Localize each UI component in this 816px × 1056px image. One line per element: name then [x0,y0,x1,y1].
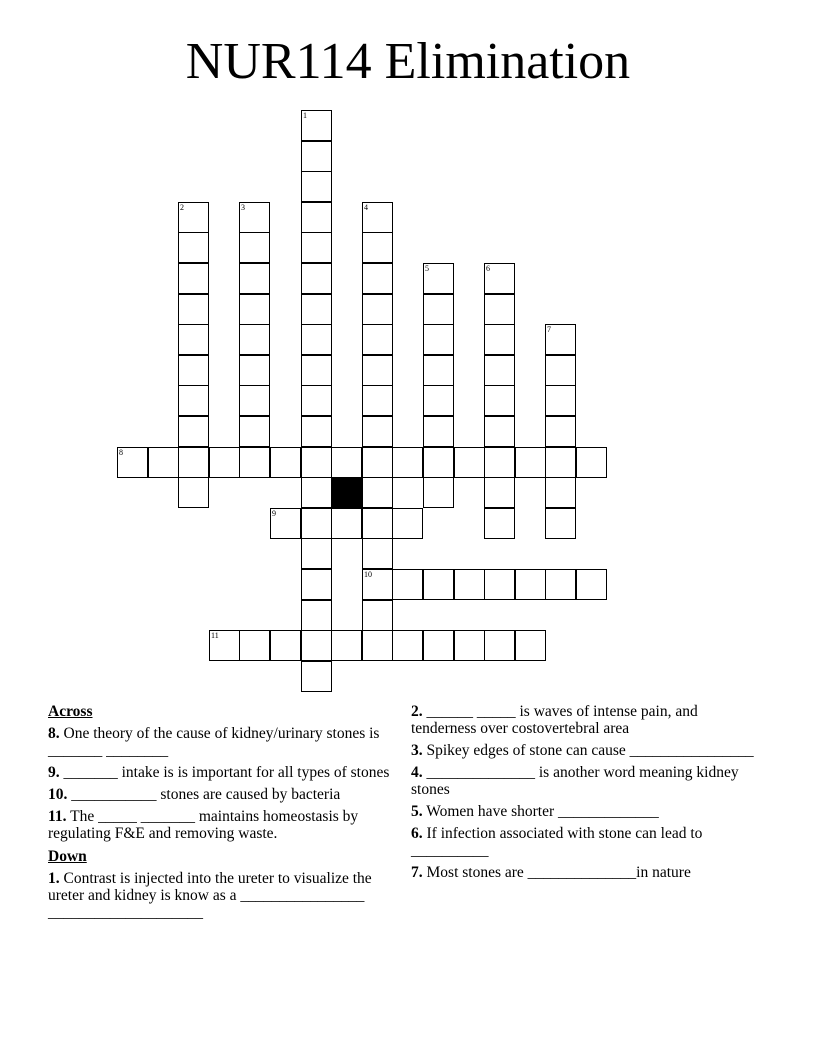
grid-cell[interactable] [545,324,576,355]
grid-cell[interactable] [515,569,546,600]
grid-cell[interactable] [239,202,270,233]
grid-cell[interactable] [484,355,515,386]
grid-cell[interactable] [301,263,332,294]
clue-item-number: 1. [48,870,60,887]
grid-cell[interactable] [392,569,423,600]
grid-cell[interactable] [178,385,209,416]
grid-cell[interactable] [239,447,270,478]
grid-cell[interactable] [178,355,209,386]
grid-cell[interactable] [362,385,393,416]
clue-item-text: Spikey edges of stone can cause ________________ [426,742,754,759]
grid-cell[interactable] [178,294,209,325]
grid-cell[interactable] [178,202,209,233]
clue-item-text: The _____ _______ maintains homeostasis by regulating F&E and removing waste. [48,808,359,842]
grid-cell[interactable] [545,385,576,416]
grid-cell[interactable] [545,477,576,508]
grid-cell[interactable] [362,600,393,631]
grid-cell[interactable] [270,630,301,661]
clue-number: 2 [180,203,184,212]
clue-number: 7 [547,325,551,334]
grid-cell[interactable] [576,569,607,600]
grid-cell[interactable] [423,355,454,386]
grid-cell[interactable] [301,447,332,478]
grid-cell[interactable] [484,447,515,478]
clue-item-text: ______ _____ is waves of intense pain, and tenderness over costovertebral area [411,703,698,737]
grid-cell[interactable] [423,263,454,294]
grid-cell[interactable] [423,477,454,508]
grid-cell[interactable] [178,416,209,447]
grid-cell[interactable] [362,447,393,478]
clue-item [48,870,393,921]
grid-cell[interactable] [515,630,546,661]
grid-cell[interactable] [270,447,301,478]
grid-cell[interactable] [301,600,332,631]
clues-right-column [411,703,756,886]
grid-cell[interactable] [301,630,332,661]
grid-cell[interactable] [545,355,576,386]
clue-item-number: 3. [411,742,423,759]
grid-cell[interactable] [423,294,454,325]
grid-cell[interactable] [484,385,515,416]
grid-cell[interactable] [331,447,362,478]
grid-cell[interactable] [301,477,332,508]
clue-item-number: 4. [411,764,423,781]
grid-cell[interactable] [301,324,332,355]
grid-cell[interactable] [362,508,393,539]
grid-cell[interactable] [301,141,332,172]
grid-cell[interactable] [392,508,423,539]
grid-cell[interactable] [239,416,270,447]
grid-cell[interactable] [362,355,393,386]
clue-item-text: _______ intake is is important for all types of stones [63,764,390,781]
grid-cell[interactable] [301,171,332,202]
grid-cell[interactable] [423,416,454,447]
grid-cell[interactable] [423,569,454,600]
grid-cell[interactable] [362,477,393,508]
grid-cell[interactable] [392,447,423,478]
grid-cell[interactable] [484,324,515,355]
clue-heading-across: Across [48,703,93,720]
grid-cell[interactable] [301,508,332,539]
clue-item-number: 9. [48,764,60,781]
clue-item-text: Most stones are ______________in nature [426,864,691,881]
grid-cell[interactable] [301,569,332,600]
grid-block [331,477,362,508]
clue-item-number: 10. [48,786,68,803]
clue-item [411,825,756,859]
clue-item [411,703,756,737]
grid-cell[interactable] [270,508,301,539]
grid-cell[interactable] [545,416,576,447]
grid-cell[interactable] [423,385,454,416]
clue-item [411,803,756,820]
grid-cell[interactable] [454,569,485,600]
grid-cell[interactable] [239,385,270,416]
grid-cell[interactable] [454,630,485,661]
grid-cell[interactable] [362,416,393,447]
clue-item [48,786,393,803]
clue-number: 1 [303,111,307,120]
clue-item-text: Women have shorter _____________ [426,803,659,820]
grid-cell[interactable] [484,630,515,661]
grid-cell[interactable] [178,324,209,355]
clue-number: 10 [364,570,372,579]
grid-cell[interactable] [301,232,332,263]
grid-cell[interactable] [484,508,515,539]
grid-cell[interactable] [239,630,270,661]
clue-number: 11 [211,631,219,640]
clue-item [411,742,756,759]
clue-item-number: 6. [411,825,423,842]
grid-cell[interactable] [484,416,515,447]
grid-cell[interactable] [117,447,148,478]
grid-cell[interactable] [362,294,393,325]
grid-cell[interactable] [454,447,485,478]
grid-cell[interactable] [331,508,362,539]
clue-item-text: ___________ stones are caused by bacteria [71,786,341,803]
clue-number: 5 [425,264,429,273]
grid-cell[interactable] [209,630,240,661]
clue-item-number: 8. [48,725,60,742]
clue-item-text: ______________ is another word meaning kidney stones [411,764,739,798]
clue-item [48,764,393,781]
grid-cell[interactable] [301,385,332,416]
grid-cell[interactable] [362,324,393,355]
clue-item [48,808,393,842]
clue-item [411,764,756,798]
grid-cell[interactable] [484,263,515,294]
grid-cell[interactable] [484,477,515,508]
grid-cell[interactable] [178,263,209,294]
clue-item-number: 11. [48,808,67,825]
clue-item-text: Contrast is injected into the ureter to visualize the ureter and kidney is know as a ________________ ____________________ [48,870,372,921]
grid-cell[interactable] [331,630,362,661]
grid-cell[interactable] [239,324,270,355]
grid-cell[interactable] [301,355,332,386]
grid-cell[interactable] [515,447,546,478]
clue-item-number: 2. [411,703,423,720]
clue-item-text: If infection associated with stone can lead to __________ [411,825,703,859]
grid-cell[interactable] [423,447,454,478]
grid-cell[interactable] [576,447,607,478]
clue-number: 4 [364,203,368,212]
grid-cell[interactable] [362,263,393,294]
clue-number: 6 [486,264,490,273]
grid-cell[interactable] [392,630,423,661]
grid-cell[interactable] [301,416,332,447]
grid-cell[interactable] [545,508,576,539]
grid-cell[interactable] [239,263,270,294]
grid-cell[interactable] [362,569,393,600]
grid-cell[interactable] [178,477,209,508]
grid-cell[interactable] [178,232,209,263]
grid-cell[interactable] [301,110,332,141]
clue-number: 3 [241,203,245,212]
clue-item-number: 5. [411,803,423,820]
grid-cell[interactable] [362,232,393,263]
grid-cell[interactable] [423,324,454,355]
clue-number: 8 [119,448,123,457]
grid-cell[interactable] [362,202,393,233]
clue-heading-down: Down [48,848,87,865]
grid-cell[interactable] [545,447,576,478]
grid-cell[interactable] [301,661,332,692]
grid-cell[interactable] [301,202,332,233]
grid-cell[interactable] [148,447,179,478]
clue-item-number: 7. [411,864,423,881]
grid-cell[interactable] [301,538,332,569]
grid-cell[interactable] [239,232,270,263]
grid-cell[interactable] [239,355,270,386]
grid-cell[interactable] [362,538,393,569]
grid-cell[interactable] [423,630,454,661]
clue-item [411,864,756,881]
clue-item-text: One theory of the cause of kidney/urinary stones is _______ ________ [48,725,380,759]
grid-cell[interactable] [239,294,270,325]
clues-left-column [48,703,393,926]
clue-item [48,725,393,759]
grid-cell[interactable] [209,447,240,478]
page-title: NUR114 Elimination [185,33,631,90]
grid-cell[interactable] [301,294,332,325]
grid-cell[interactable] [362,630,393,661]
grid-cell[interactable] [178,447,209,478]
grid-cell[interactable] [545,569,576,600]
grid-cell[interactable] [484,294,515,325]
clue-number: 9 [272,509,276,518]
grid-cell[interactable] [484,569,515,600]
